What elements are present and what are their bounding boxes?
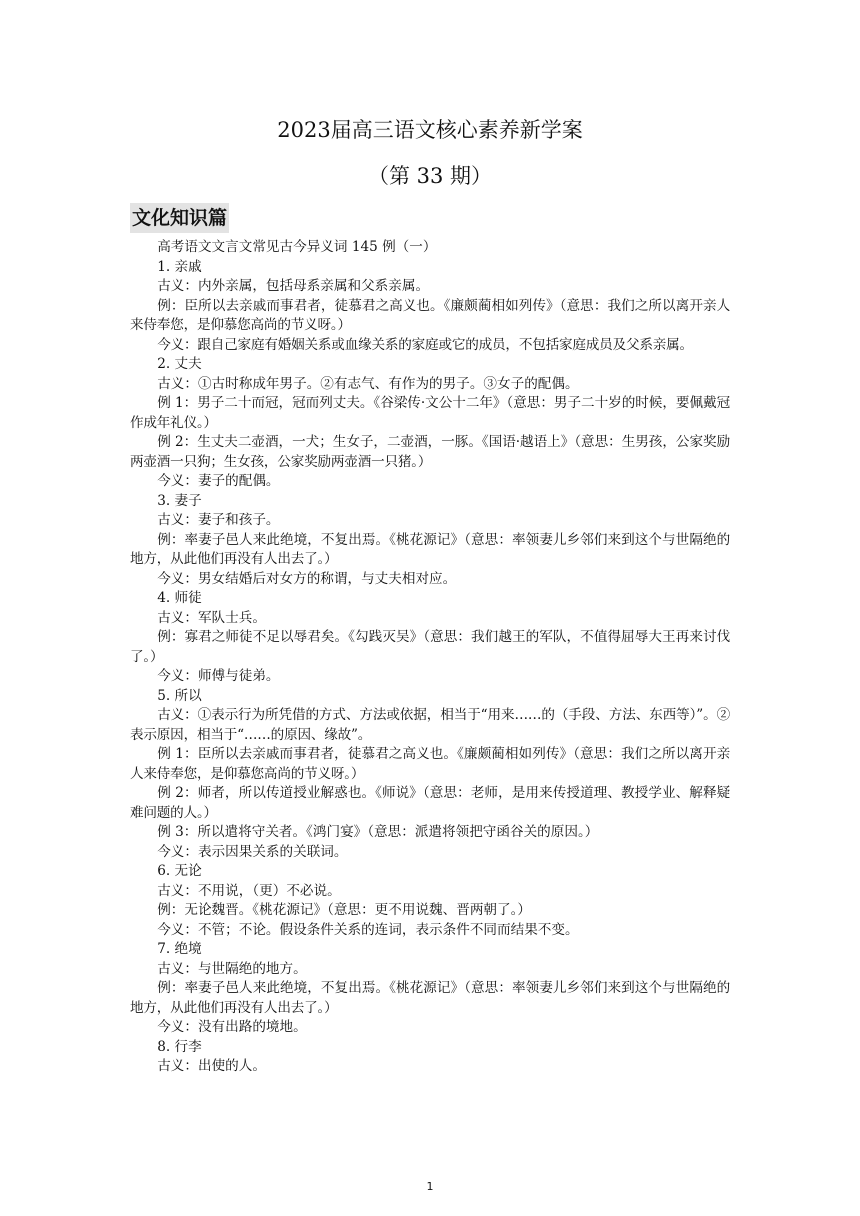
paragraph: 8. 行李 — [157, 1038, 202, 1055]
paragraph: 例 2：生丈夫二壶酒，一犬；生女子，二壶酒，一豚。《国语·越语上》（意思：生男孩，公家奖励两壶酒一只狗；生女孩，公家奖励两壶酒一只猪。） — [130, 434, 730, 470]
paragraph: 古义：军队士兵。 — [157, 609, 266, 626]
paragraph: 例：臣所以去亲戚而事君者，徒慕君之高义也。《廉颇蔺相如列传》（意思：我们之所以离开亲人来侍奉您，是仰慕您高尚的节义呀。） — [130, 297, 730, 333]
paragraph: 古义：出使的人。 — [157, 1058, 266, 1074]
paragraph: 今义：跟自己家庭有婚姻关系或血缘关系的家庭或它的成员，不包括家庭成员及父系亲属。 — [157, 336, 693, 353]
paragraph: 例 1：男子二十而冠，冠而列丈夫。《谷梁传·文公十二年》（意思：男子二十岁的时候，要佩戴冠作成年礼仪。） — [130, 395, 730, 431]
paragraph: 今义：不管；不论。假设条件关系的连词，表示条件不同而结果不变。 — [157, 921, 579, 938]
paragraph: 古义：与世隔绝的地方。 — [157, 960, 307, 977]
paragraph: 古义：内外亲属，包括母系亲属和父系亲属。 — [157, 278, 430, 294]
section-heading: 文化知识篇 — [130, 203, 229, 233]
paragraph: 今义：没有出路的境地。 — [157, 1019, 307, 1035]
paragraph: 今义：表示因果关系的关联词。 — [157, 843, 348, 860]
paragraph: 5. 所以 — [157, 687, 202, 704]
paragraph: 例：率妻子邑人来此绝境，不复出焉。《桃花源记》（意思：率领妻儿乡邻们来到这个与世隔绝的地方，从此他们再没有人出去了。） — [130, 980, 730, 1016]
paragraph: 高考语文文言文常见古今异义词 145 例（一） — [157, 239, 437, 255]
paragraph: 今义：师傅与徒弟。 — [157, 668, 280, 684]
paragraph: 今义：男女结婚后对女方的称谓，与丈夫相对应。 — [157, 570, 457, 587]
paragraph: 例 3：所以遣将守关者。《鸿门宴》（意思：派遣将领把守函谷关的原因。） — [157, 824, 599, 840]
paragraph: 古义：不用说，（更）不必说。 — [157, 882, 341, 899]
paragraph: 6. 无论 — [157, 863, 202, 879]
paragraph: 今义：妻子的配偶。 — [157, 473, 280, 489]
paragraph: 例：无论魏晋。《桃花源记》（意思：更不用说魏、晋两朝了。） — [157, 902, 532, 918]
paragraph: 例：率妻子邑人来此绝境，不复出焉。《桃花源记》（意思：率领妻儿乡邻们来到这个与世隔绝的地方，从此他们再没有人出去了。） — [130, 531, 730, 567]
document-title: 2023届高三语文核心素养新学案 — [277, 118, 583, 142]
paragraph: 古义：妻子和孩子。 — [157, 512, 280, 528]
paragraph: 7. 绝境 — [157, 941, 202, 957]
paragraph: 古义：①表示行为所凭借的方式、方法或依据，相当于“用来……的（手段、方法、东西等）”。②表示原因，相当于“……的原因、缘故”。 — [130, 707, 730, 743]
document-body — [130, 238, 730, 1077]
paragraph: 3. 妻子 — [157, 492, 202, 509]
paragraph: 1. 亲戚 — [157, 258, 202, 275]
paragraph: 例：寡君之师徒不足以辱君矣。《勾践灭吴》（意思：我们越王的军队，不值得屈辱大王再来讨伐了。） — [130, 629, 730, 665]
paragraph: 2. 丈夫 — [157, 356, 202, 372]
paragraph: 例 1：臣所以去亲戚而事君者，徒慕君之高义也。《廉颇蔺相如列传》（意思：我们之所以离开亲人来侍奉您，是仰慕您高尚的节义呀。） — [130, 746, 730, 782]
paragraph: 例 2：师者，所以传道授业解惑也。《师说》（意思：老师，是用来传授道理、教授学业、解释疑难问题的人。） — [130, 785, 730, 821]
document-subtitle: （第 33 期） — [367, 164, 493, 188]
paragraph: 古义：①古时称成年男子。②有志气、有作为的男子。③女子的配偶。 — [157, 375, 579, 392]
paragraph: 4. 师徒 — [157, 590, 202, 606]
page-number: 1 — [426, 1180, 434, 1193]
